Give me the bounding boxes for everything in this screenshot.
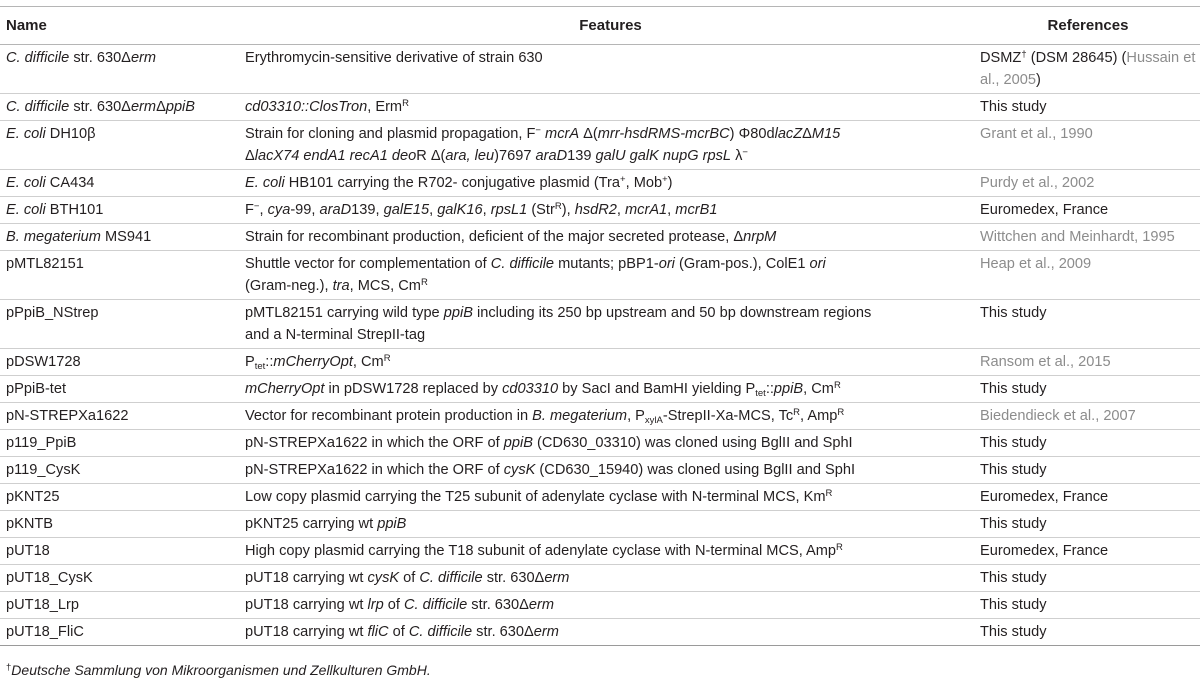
table-row <box>0 511 1200 538</box>
table-row <box>0 484 1200 511</box>
reference-cell <box>976 224 1200 251</box>
name-cell: p119_PpiB <box>0 430 245 457</box>
name-cell: B. megaterium MS941 <box>0 224 245 251</box>
name-cell: pDSW1728 <box>0 349 245 376</box>
table-row <box>0 457 1200 484</box>
features-cell: Strain for cloning and plasmid propagation, F− mcrA Δ(mrr-hsdRMS-mcrBC) Φ80dlacZΔM15 ΔlacX74 endA1 recA1 deoR Δ(ara, leu)7697 araD139 galU galK nupG rpsL λ− <box>245 121 976 170</box>
features-cell: cd03310::ClosTron, Erm$^R$ <box>245 94 976 121</box>
table-row <box>0 121 1200 170</box>
table-row <box>0 197 1200 224</box>
citation-link[interactable]: Grant et al., 1990 <box>980 126 1093 142</box>
features-cell: $P_{tet}::mCherryOpt$, $Cm^R$ <box>245 349 976 376</box>
table-row <box>0 430 1200 457</box>
name-cell: pMTL82151 <box>0 251 245 300</box>
reference-cell: This study <box>976 619 1200 646</box>
reference-cell: This study <box>976 592 1200 619</box>
table-row <box>0 224 1200 251</box>
reference-cell <box>976 349 1200 376</box>
citation-link[interactable]: Heap et al., 2009 <box>980 256 1092 272</box>
features-cell: pN-STREPXa1622 in which the ORF of ppiB (CD630_03310) was cloned using BglII and SphI <box>245 430 976 457</box>
name-cell: pUT18_CysK <box>0 565 245 592</box>
features-cell: mCherryOpt in pDSW1728 replaced by cd03310 by SacI and BamHI yielding $P_{tet}::ppiB$, $Cm^R$ <box>245 376 976 403</box>
name-cell: pPpiB-tet <box>0 376 245 403</box>
table-row <box>0 403 1200 430</box>
citation-link[interactable]: Ransom et al., 2015 <box>980 354 1111 370</box>
reference-cell <box>976 403 1200 430</box>
footnote-text: Deutsche Sammlung von Mikroorganismen und Zellkulturen GmbH. <box>11 662 431 678</box>
dagger-mark: † <box>6 662 12 673</box>
name-cell: pUT18_FliC <box>0 619 245 646</box>
features-cell: Low copy plasmid carrying the T25 subunit of adenylate cyclase with N-terminal MCS, $Km^R$ <box>245 484 976 511</box>
column-header-features: Features <box>245 7 976 45</box>
reference-cell: This study <box>976 430 1200 457</box>
name-cell: pUT18 <box>0 538 245 565</box>
citation-link[interactable]: Biedendieck et al., 2007 <box>980 408 1136 424</box>
reference-cell: This study <box>976 300 1200 349</box>
features-cell: Erythromycin-sensitive derivative of strain 630 <box>245 45 976 94</box>
table-row <box>0 45 1200 94</box>
table-row <box>0 619 1200 646</box>
name-cell: C. difficile str. 630Δerm <box>0 45 245 94</box>
reference-cell: This study <box>976 511 1200 538</box>
strains-plasmids-table <box>0 6 1200 646</box>
table-row <box>0 538 1200 565</box>
table-footnote <box>6 662 431 678</box>
features-cell: E. coli HB101 carrying the R702- conjugative plasmid (Tra+, Mob+) <box>245 170 976 197</box>
table-row <box>0 300 1200 349</box>
name-cell: C. difficile str. 630ΔermΔppiB <box>0 94 245 121</box>
table-row <box>0 94 1200 121</box>
features-cell: pUT18 carrying wt fliC of C. difficile str. 630Δerm <box>245 619 976 646</box>
citation-link[interactable]: Hussain et al., 2005 <box>980 50 1196 88</box>
table-row <box>0 251 1200 300</box>
features-cell: pN-STREPXa1622 in which the ORF of cysK (CD630_15940) was cloned using BglII and SphI <box>245 457 976 484</box>
name-cell: E. coli CA434 <box>0 170 245 197</box>
reference-cell: DSMZ† (DSM 28645) (Hussain et al., 2005) <box>976 45 1200 94</box>
reference-cell: This study <box>976 565 1200 592</box>
features-cell: pUT18 carrying wt lrp of C. difficile str. 630Δerm <box>245 592 976 619</box>
table-row <box>0 349 1200 376</box>
features-cell: pMTL82151 carrying wild type ppiB including its 250 bp upstream and 50 bp downstream regions and a N-terminal StrepII-tag <box>245 300 976 349</box>
name-cell: E. coli DH10β <box>0 121 245 170</box>
reference-cell: Euromedex, France <box>976 538 1200 565</box>
name-cell: E. coli BTH101 <box>0 197 245 224</box>
reference-cell: This study <box>976 94 1200 121</box>
name-cell: pN-STREPXa1622 <box>0 403 245 430</box>
reference-cell: This study <box>976 457 1200 484</box>
reference-cell <box>976 121 1200 170</box>
name-cell: p119_CysK <box>0 457 245 484</box>
name-cell: pKNT25 <box>0 484 245 511</box>
reference-cell: Euromedex, France <box>976 197 1200 224</box>
citation-link[interactable]: Purdy et al., 2002 <box>980 175 1095 191</box>
table-header-row <box>0 7 1200 45</box>
name-cell: pKNTB <box>0 511 245 538</box>
column-header-name: Name <box>0 7 245 45</box>
column-header-references: References <box>976 7 1200 45</box>
features-cell: pKNT25 carrying wt ppiB <box>245 511 976 538</box>
name-cell: pPpiB_NStrep <box>0 300 245 349</box>
features-cell: pUT18 carrying wt cysK of C. difficile str. 630Δerm <box>245 565 976 592</box>
citation-link[interactable]: Wittchen and Meinhardt, 1995 <box>980 229 1175 245</box>
reference-cell: This study <box>976 376 1200 403</box>
features-cell: Strain for recombinant production, deficient of the major secreted protease, ΔnrpM <box>245 224 976 251</box>
features-cell: F−, cya-99, araD139, galE15, galK16, rpsL1 (Str$^R$), hsdR2, mcrA1, mcrB1 <box>245 197 976 224</box>
table-row <box>0 565 1200 592</box>
table-row <box>0 376 1200 403</box>
features-cell: Vector for recombinant protein production in B. megaterium, $P_{xylA}-StrepII-Xa$-MCS, $Tc^R$, Amp$^R$ <box>245 403 976 430</box>
features-cell: High copy plasmid carrying the T18 subunit of adenylate cyclase with N-terminal MCS, Amp$^R$ <box>245 538 976 565</box>
reference-cell <box>976 170 1200 197</box>
features-cell: Shuttle vector for complementation of C. difficile mutants; pBP1-ori (Gram-pos.), ColE1 ori (Gram-neg.), tra, MCS, $Cm^R$ <box>245 251 976 300</box>
table-row <box>0 170 1200 197</box>
name-cell: pUT18_Lrp <box>0 592 245 619</box>
table-row <box>0 592 1200 619</box>
reference-cell <box>976 251 1200 300</box>
reference-cell: Euromedex, France <box>976 484 1200 511</box>
